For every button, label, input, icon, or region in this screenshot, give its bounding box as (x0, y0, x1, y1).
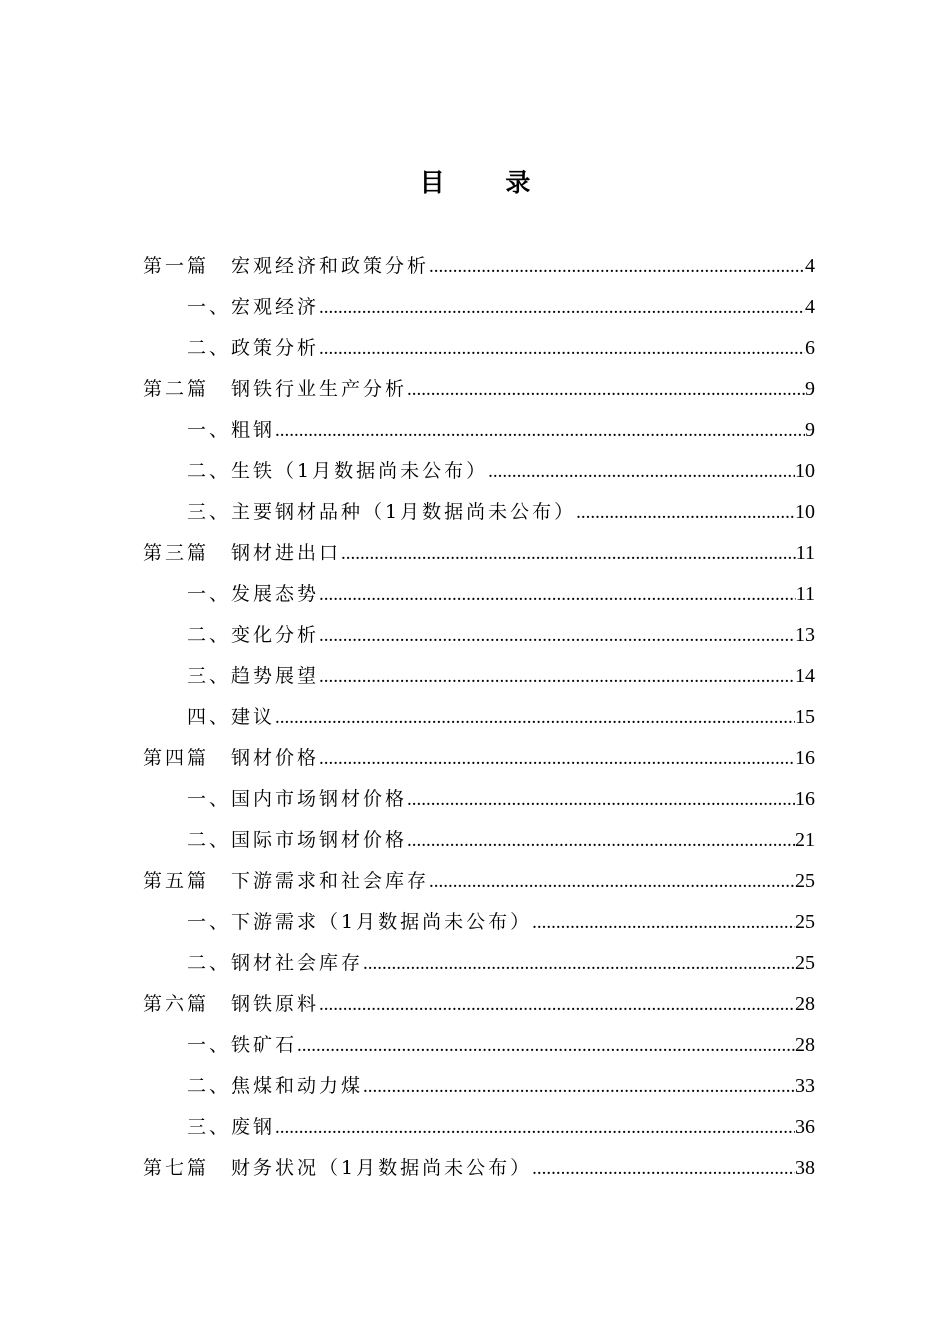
toc-section-entry[interactable] (143, 656, 815, 697)
toc-section-entry[interactable] (143, 1107, 815, 1148)
toc-entry-number: 一、 (187, 583, 232, 605)
toc-entry-text: 钢材价格 (231, 747, 320, 769)
toc-section-entry[interactable] (143, 410, 815, 451)
toc-entry-number: 第三篇 (143, 542, 210, 564)
toc-entry-number: 第二篇 (143, 378, 210, 400)
toc-entry-number: 三、 (187, 1116, 232, 1138)
toc-entry-page-number: 11 (795, 542, 815, 564)
toc-entry-number: 二、 (187, 337, 232, 359)
toc-section-entry[interactable] (143, 902, 815, 943)
toc-entry-number: 四、 (187, 706, 232, 728)
toc-chapter-entry[interactable] (143, 533, 815, 574)
toc-dot-leader (275, 1107, 795, 1148)
toc-entry-page-number: 33 (795, 1075, 815, 1097)
toc-entry-text: 钢材社会库存 (231, 952, 364, 974)
toc-dot-leader (429, 246, 805, 287)
toc-entry-number: 第一篇 (143, 255, 210, 277)
toc-entry-text: 钢铁行业生产分析 (231, 378, 408, 400)
toc-entry-page-number: 6 (805, 337, 815, 359)
toc-section-entry[interactable] (143, 779, 815, 820)
toc-entry-page-number: 16 (795, 788, 815, 810)
toc-dot-leader (319, 656, 795, 697)
toc-entry-page-number: 13 (795, 624, 815, 646)
toc-section-entry[interactable] (143, 574, 815, 615)
toc-entry-page-number: 14 (795, 665, 815, 687)
toc-dot-leader (488, 451, 795, 492)
toc-dot-leader (532, 902, 795, 943)
toc-entry-text: 钢材进出口 (231, 542, 342, 564)
toc-entry-number: 二、 (187, 624, 232, 646)
toc-entry-text: 发展态势 (231, 583, 320, 605)
toc-dot-leader (297, 1025, 795, 1066)
toc-entry-text: 宏观经济和政策分析 (231, 255, 430, 277)
toc-section-entry[interactable] (143, 451, 815, 492)
toc-entry-text: 宏观经济 (231, 296, 320, 318)
toc-entry-text: 变化分析 (231, 624, 320, 646)
toc-dot-leader (319, 984, 795, 1025)
toc-entry-page-number: 4 (805, 255, 815, 277)
toc-section-entry[interactable] (143, 328, 815, 369)
toc-section-entry[interactable] (143, 1066, 815, 1107)
toc-entry-page-number: 9 (805, 419, 815, 441)
toc-chapter-entry[interactable] (143, 246, 815, 287)
toc-dot-leader (275, 697, 795, 738)
toc-dot-leader (407, 779, 795, 820)
toc-entry-number: 一、 (187, 788, 232, 810)
toc-entry-number: 二、 (187, 460, 232, 482)
toc-chapter-entry[interactable] (143, 369, 815, 410)
toc-entry-page-number: 21 (795, 829, 815, 851)
toc-dot-leader (363, 1066, 795, 1107)
toc-entry-number: 一、 (187, 296, 232, 318)
toc-entry-page-number: 25 (795, 911, 815, 933)
toc-entry-text: 粗钢 (231, 419, 276, 441)
toc-entry-text: 焦煤和动力煤 (231, 1075, 364, 1097)
toc-dot-leader (319, 738, 795, 779)
toc-list (143, 246, 815, 1189)
toc-entry-text: 生铁（1月数据尚未公布） (231, 460, 489, 482)
toc-dot-leader (319, 574, 796, 615)
toc-chapter-entry[interactable] (143, 738, 815, 779)
toc-dot-leader (341, 533, 796, 574)
toc-entry-number: 一、 (187, 911, 232, 933)
toc-entry-page-number: 15 (795, 706, 815, 728)
toc-entry-page-number: 38 (795, 1157, 815, 1179)
toc-entry-text: 财务状况（1月数据尚未公布） (231, 1157, 533, 1179)
toc-entry-page-number: 10 (795, 501, 815, 523)
toc-dot-leader (363, 943, 795, 984)
toc-entry-number: 一、 (187, 1034, 232, 1056)
toc-entry-page-number: 11 (795, 583, 815, 605)
toc-section-entry[interactable] (143, 697, 815, 738)
toc-dot-leader (429, 861, 795, 902)
toc-chapter-entry[interactable] (143, 984, 815, 1025)
toc-dot-leader (532, 1148, 795, 1189)
toc-entry-text: 铁矿石 (231, 1034, 298, 1056)
toc-dot-leader (275, 410, 805, 451)
toc-entry-number: 第四篇 (143, 747, 210, 769)
toc-entry-text: 国内市场钢材价格 (231, 788, 408, 810)
toc-entry-text: 国际市场钢材价格 (231, 829, 408, 851)
toc-dot-leader (319, 287, 805, 328)
toc-entry-number: 第五篇 (143, 870, 210, 892)
toc-entry-text: 下游需求（1月数据尚未公布） (231, 911, 533, 933)
toc-entry-text: 下游需求和社会库存 (231, 870, 430, 892)
toc-entry-text: 建议 (231, 706, 276, 728)
toc-entry-number: 二、 (187, 829, 232, 851)
toc-entry-number: 第六篇 (143, 993, 210, 1015)
toc-entry-text: 主要钢材品种（1月数据尚未公布） (231, 501, 577, 523)
toc-entry-text: 钢铁原料 (231, 993, 320, 1015)
toc-dot-leader (319, 328, 805, 369)
toc-entry-text: 废钢 (231, 1116, 276, 1138)
toc-entry-text: 政策分析 (231, 337, 320, 359)
toc-entry-number: 二、 (187, 1075, 232, 1097)
toc-entry-number: 第七篇 (143, 1157, 210, 1179)
toc-entry-number: 二、 (187, 952, 232, 974)
toc-dot-leader (407, 820, 795, 861)
toc-dot-leader (407, 369, 805, 410)
toc-entry-page-number: 9 (805, 378, 815, 400)
toc-section-entry[interactable] (143, 615, 815, 656)
toc-section-entry[interactable] (143, 287, 815, 328)
toc-entry-page-number: 25 (795, 870, 815, 892)
toc-entry-page-number: 16 (795, 747, 815, 769)
toc-entry-page-number: 4 (805, 296, 815, 318)
toc-section-entry[interactable] (143, 1025, 815, 1066)
toc-dot-leader (576, 492, 795, 533)
toc-entry-page-number: 10 (795, 460, 815, 482)
toc-section-entry[interactable] (143, 492, 815, 533)
toc-entry-page-number: 36 (795, 1116, 815, 1138)
toc-entry-page-number: 28 (795, 1034, 815, 1056)
toc-chapter-entry[interactable] (143, 861, 815, 902)
toc-section-entry[interactable] (143, 820, 815, 861)
toc-entry-number: 三、 (187, 501, 232, 523)
toc-title: 目 录 (419, 168, 557, 197)
toc-entry-number: 一、 (187, 419, 232, 441)
toc-entry-text: 趋势展望 (231, 665, 320, 687)
toc-entry-page-number: 25 (795, 952, 815, 974)
toc-dot-leader (319, 615, 795, 656)
toc-entry-page-number: 28 (795, 993, 815, 1015)
toc-section-entry[interactable] (143, 943, 815, 984)
toc-chapter-entry[interactable] (143, 1148, 815, 1189)
toc-entry-number: 三、 (187, 665, 232, 687)
